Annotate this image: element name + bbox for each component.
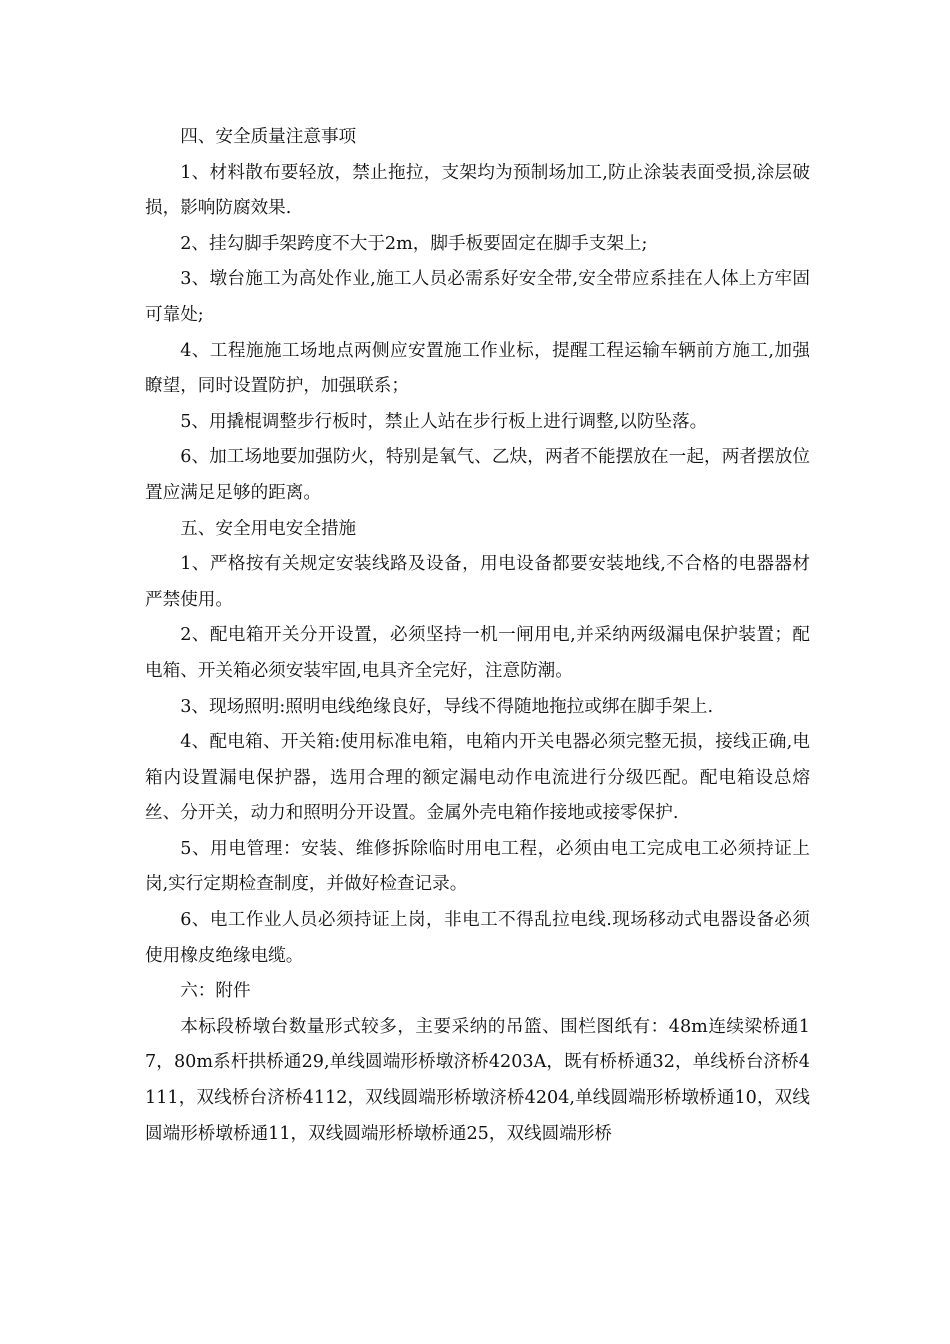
paragraph: 4、配电箱、开关箱:使用标准电箱，电箱内开关电器必须完整无损，接线正确,电箱内设置漏电保护器，选用合理的额定漏电动作电流进行分级匹配。配电箱设总熔丝、分开关，动力和照明分开设置。金属外壳电箱作接地或接零保护. [145, 732, 810, 824]
paragraph: 3、现场照明:照明电线绝缘良好，导线不得随地拖拉或绑在脚手架上. [180, 696, 714, 717]
paragraph: 2、配电箱开关分开设置，必须坚持一机一闸用电,并采纳两级漏电保护装置；配电箱、开关箱必须安装牢固,电具齐全完好，注意防潮。 [145, 625, 810, 681]
document-body [145, 120, 810, 1152]
paragraph: 6、电工作业人员必须持证上岗，非电工不得乱拉电线.现场移动式电器设备必须使用橡皮绝缘电缆。 [145, 910, 810, 966]
paragraph: 2、挂勾脚手架跨度不大于2m，脚手板要固定在脚手支架上; [180, 233, 648, 254]
section-heading-attachments: 六：附件 [180, 981, 251, 1002]
paragraph: 5、用撬棍调整步行板时，禁止人站在步行板上进行调整,以防坠落。 [180, 411, 708, 432]
paragraph: 本标段桥墩台数量形式较多，主要采纳的吊篮、围栏图纸有：48m连续梁桥通17，80m系杆拱桥通29,单线圆端形桥墩济桥4203A，既有桥桥通32，单线桥台济桥4111，双线桥台济桥4112，双线圆端形桥墩济桥4204,单线圆端形桥墩桥通10，双线圆端形桥墩桥通11，双线圆端形桥墩桥通25，双线圆端形桥 [145, 1016, 810, 1144]
paragraph: 1、材料散布要轻放，禁止拖拉，支架均为预制场加工,防止涂装表面受损,涂层破损，影响防腐效果. [145, 162, 810, 219]
section-heading-safety-quality: 四、安全质量注意事项 [180, 127, 357, 147]
section-heading-electrical-safety: 五、安全用电安全措施 [180, 518, 357, 539]
paragraph: 5、用电管理：安装、维修拆除临时用电工程，必须由电工完成电工必须持证上岗,实行定期检查制度，并做好检查记录。 [145, 838, 810, 895]
paragraph: 3、墩台施工为高处作业,施工人员必需系好安全带,安全带应系挂在人体上方牢固可靠处; [145, 269, 810, 325]
paragraph: 6、加工场地要加强防火，特别是氧气、乙炔，两者不能摆放在一起，两者摆放位置应满足足够的距离。 [145, 447, 810, 503]
paragraph: 1、严格按有关规定安装线路及设备，用电设备都要安装地线,不合格的电器器材严禁使用。 [145, 554, 810, 610]
paragraph: 4、工程施施工场地点两侧应安置施工作业标，提醒工程运输车辆前方施工,加强瞭望，同时设置防护，加强联系； [145, 340, 810, 397]
